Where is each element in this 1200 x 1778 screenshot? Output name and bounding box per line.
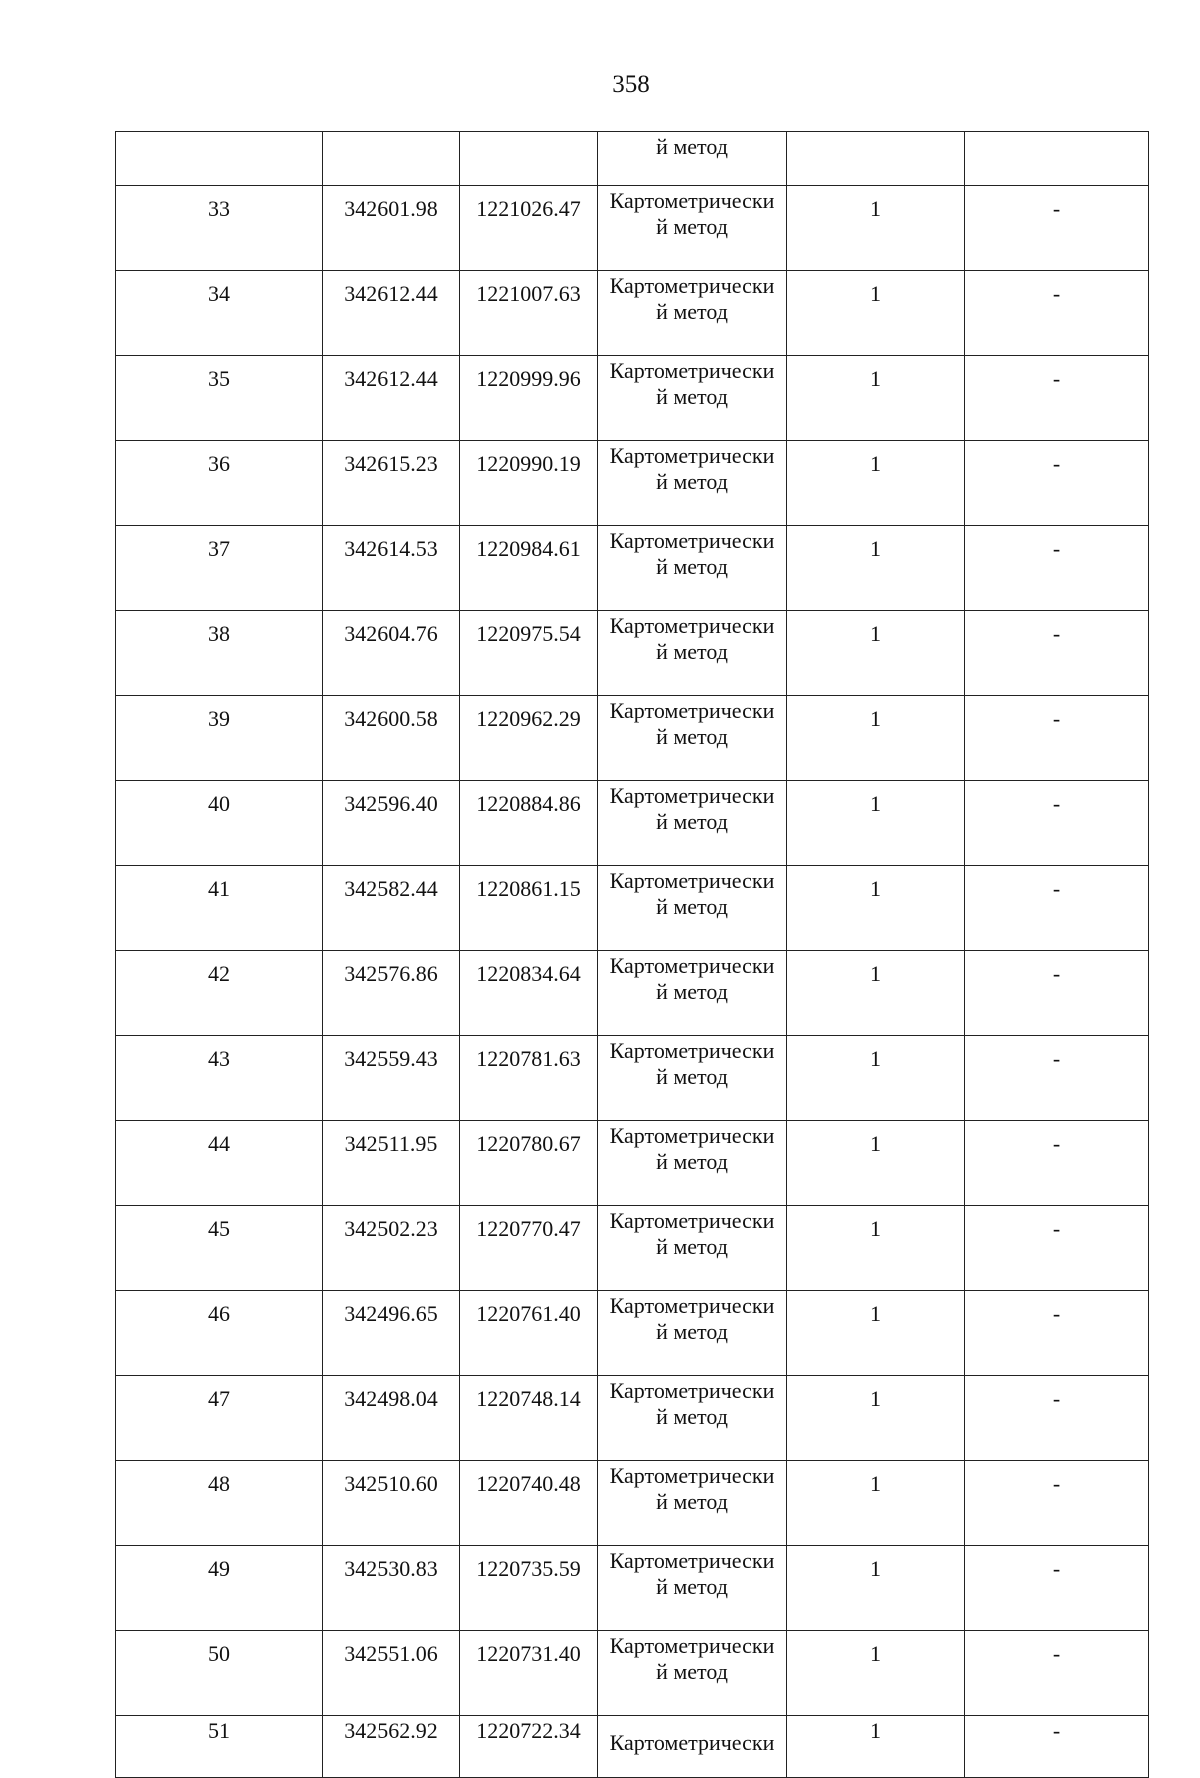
cell-num: 41 [116, 866, 323, 951]
cell-num: 44 [116, 1121, 323, 1206]
cell-num: 38 [116, 611, 323, 696]
table-row-last [116, 1716, 1149, 1778]
cell-x: 342498.04 [323, 1376, 460, 1461]
cell-accuracy: 1 [787, 696, 965, 781]
cell-accuracy: 1 [787, 1291, 965, 1376]
cell-y: 1220780.67 [460, 1121, 598, 1206]
cell-num: 43 [116, 1036, 323, 1121]
method-line-1: Картометрически [609, 783, 775, 808]
method-line-2: й метод [656, 554, 728, 579]
cell-x: 342601.98 [323, 186, 460, 271]
cell-method [598, 696, 787, 781]
cell-note: - [965, 696, 1149, 781]
cell-note: - [965, 271, 1149, 356]
cell-method [598, 356, 787, 441]
method-line-2: й метод [656, 469, 728, 494]
table-row [116, 611, 1149, 696]
cell-y: 1220861.15 [460, 866, 598, 951]
coordinates-table [115, 131, 1149, 1778]
cell-accuracy: 1 [787, 1461, 965, 1546]
cell-accuracy: 1 [787, 441, 965, 526]
cell-x: 342600.58 [323, 696, 460, 781]
cell-note: - [965, 611, 1149, 696]
method-line-1: Картометрически [609, 1730, 775, 1755]
method-line-2: й метод [656, 809, 728, 834]
table-row [116, 1376, 1149, 1461]
method-line-1: Картометрически [609, 1378, 775, 1403]
table-row [116, 271, 1149, 356]
method-line-1: Картометрически [609, 868, 775, 893]
cell-method [598, 1631, 787, 1716]
cell-x: 342604.76 [323, 611, 460, 696]
cell-accuracy: 1 [787, 781, 965, 866]
cell-num: 35 [116, 356, 323, 441]
cell-note: - [965, 186, 1149, 271]
cell-method [598, 611, 787, 696]
cell-accuracy: 1 [787, 1036, 965, 1121]
table-row [116, 1121, 1149, 1206]
cell-num: 47 [116, 1376, 323, 1461]
table-row [116, 1631, 1149, 1716]
method-line-2: й метод [656, 299, 728, 324]
cell-note [965, 132, 1149, 186]
cell-num: 42 [116, 951, 323, 1036]
cell-x: 342576.86 [323, 951, 460, 1036]
method-line-1: Картометрически [609, 1633, 775, 1658]
cell-x: 342496.65 [323, 1291, 460, 1376]
cell-method [598, 781, 787, 866]
method-line-2: й метод [656, 1574, 728, 1599]
cell-accuracy: 1 [787, 356, 965, 441]
method-line-2: й метод [656, 1404, 728, 1429]
cell-y: 1220781.63 [460, 1036, 598, 1121]
cell-y: 1220999.96 [460, 356, 598, 441]
method-line-2: й метод [656, 1319, 728, 1344]
cell-accuracy: 1 [787, 1206, 965, 1291]
cell-num: 48 [116, 1461, 323, 1546]
cell-note: - [965, 1461, 1149, 1546]
table-row [116, 951, 1149, 1036]
cell-num: 34 [116, 271, 323, 356]
method-line-1: Картометрически [609, 953, 775, 978]
cell-x [323, 132, 460, 186]
cell-x: 342562.92 [323, 1716, 460, 1778]
cell-accuracy: 1 [787, 611, 965, 696]
cell-accuracy: 1 [787, 1546, 965, 1631]
cell-method [598, 186, 787, 271]
cell-note: - [965, 1121, 1149, 1206]
cell-num: 45 [116, 1206, 323, 1291]
cell-num: 49 [116, 1546, 323, 1631]
method-line-2: й метод [656, 979, 728, 1004]
cell-note: - [965, 526, 1149, 611]
method-line-2: й метод [656, 1489, 728, 1514]
cell-num: 37 [116, 526, 323, 611]
method-line-2: й метод [656, 1149, 728, 1174]
cell-y: 1220834.64 [460, 951, 598, 1036]
method-line-1: Картометрически [609, 613, 775, 638]
cell-accuracy: 1 [787, 1716, 965, 1778]
method-line-1: Картометрически [609, 1038, 775, 1063]
cell-y: 1220984.61 [460, 526, 598, 611]
cell-accuracy: 1 [787, 1631, 965, 1716]
cell-y [460, 132, 598, 186]
cell-method [598, 271, 787, 356]
table-row [116, 1291, 1149, 1376]
method-line-2: й метод [656, 724, 728, 749]
cell-y: 1220990.19 [460, 441, 598, 526]
cell-y: 1220975.54 [460, 611, 598, 696]
cell-x: 342511.95 [323, 1121, 460, 1206]
cell-accuracy: 1 [787, 951, 965, 1036]
cell-method [598, 1716, 787, 1778]
cell-method [598, 1206, 787, 1291]
page-number: 358 [612, 71, 650, 98]
cell-note: - [965, 1376, 1149, 1461]
cell-y: 1221026.47 [460, 186, 598, 271]
cell-method [598, 1036, 787, 1121]
method-line-1: Картометрически [609, 188, 775, 213]
cell-y: 1220748.14 [460, 1376, 598, 1461]
cell-method [598, 1546, 787, 1631]
cell-note: - [965, 1036, 1149, 1121]
cell-x: 342615.23 [323, 441, 460, 526]
table-row-continuation [116, 132, 1149, 186]
cell-x: 342612.44 [323, 271, 460, 356]
cell-num: 46 [116, 1291, 323, 1376]
cell-method [598, 951, 787, 1036]
cell-accuracy [787, 132, 965, 186]
cell-num: 40 [116, 781, 323, 866]
cell-note: - [965, 1291, 1149, 1376]
method-line-2: й метод [656, 894, 728, 919]
cell-x: 342510.60 [323, 1461, 460, 1546]
table-row [116, 1036, 1149, 1121]
method-line-1: Картометрически [609, 1463, 775, 1488]
cell-accuracy: 1 [787, 1121, 965, 1206]
method-line-1: Картометрически [609, 273, 775, 298]
cell-note: - [965, 1631, 1149, 1716]
cell-note: - [965, 356, 1149, 441]
cell-accuracy: 1 [787, 271, 965, 356]
cell-method [598, 526, 787, 611]
cell-method [598, 1121, 787, 1206]
cell-x: 342612.44 [323, 356, 460, 441]
coordinates-table-body [116, 132, 1149, 1778]
cell-note: - [965, 781, 1149, 866]
cell-method [598, 1291, 787, 1376]
cell-note: - [965, 1546, 1149, 1631]
cell-accuracy: 1 [787, 1376, 965, 1461]
cell-method [598, 1461, 787, 1546]
cell-note: - [965, 441, 1149, 526]
method-line-1: Картометрически [609, 528, 775, 553]
cell-note: - [965, 1206, 1149, 1291]
table-row [116, 1206, 1149, 1291]
cell-y: 1221007.63 [460, 271, 598, 356]
cell-y: 1220722.34 [460, 1716, 598, 1778]
cell-note: - [965, 1716, 1149, 1778]
method-line-2: й метод [656, 639, 728, 664]
cell-num: 50 [116, 1631, 323, 1716]
table-row [116, 186, 1149, 271]
cell-num: 51 [116, 1716, 323, 1778]
cell-num: 39 [116, 696, 323, 781]
cell-y: 1220761.40 [460, 1291, 598, 1376]
cell-accuracy: 1 [787, 186, 965, 271]
table-row [116, 526, 1149, 611]
table-row [116, 781, 1149, 866]
cell-x: 342582.44 [323, 866, 460, 951]
method-line-1: Картометрически [609, 1548, 775, 1573]
cell-num [116, 132, 323, 186]
method-line-1: Картометрически [609, 358, 775, 383]
cell-method [598, 441, 787, 526]
table-row [116, 356, 1149, 441]
method-line-2: й метод [656, 1064, 728, 1089]
cell-x: 342502.23 [323, 1206, 460, 1291]
table-row [116, 866, 1149, 951]
method-line-1: Картометрически [609, 1293, 775, 1318]
method-line-1: Картометрически [609, 1123, 775, 1148]
cell-y: 1220962.29 [460, 696, 598, 781]
method-line-2: й метод [656, 1659, 728, 1684]
cell-accuracy: 1 [787, 526, 965, 611]
cell-method [598, 132, 787, 186]
cell-num: 36 [116, 441, 323, 526]
cell-y: 1220735.59 [460, 1546, 598, 1631]
cell-x: 342614.53 [323, 526, 460, 611]
cell-y: 1220740.48 [460, 1461, 598, 1546]
cell-x: 342530.83 [323, 1546, 460, 1631]
cell-y: 1220731.40 [460, 1631, 598, 1716]
method-line-2: й метод [656, 1234, 728, 1259]
cell-y: 1220884.86 [460, 781, 598, 866]
cell-num: 33 [116, 186, 323, 271]
cell-y: 1220770.47 [460, 1206, 598, 1291]
table-row [116, 696, 1149, 781]
cell-x: 342559.43 [323, 1036, 460, 1121]
table-row [116, 1461, 1149, 1546]
cell-method [598, 866, 787, 951]
method-line-1: Картометрически [609, 698, 775, 723]
table-row [116, 441, 1149, 526]
method-line-2: й метод [656, 384, 728, 409]
table-row [116, 1546, 1149, 1631]
cell-x: 342596.40 [323, 781, 460, 866]
method-line-1: Картометрически [609, 443, 775, 468]
method-line-2: й метод [656, 214, 728, 239]
cell-note: - [965, 951, 1149, 1036]
cell-x: 342551.06 [323, 1631, 460, 1716]
cell-note: - [965, 866, 1149, 951]
cell-accuracy: 1 [787, 866, 965, 951]
cell-method [598, 1376, 787, 1461]
method-tail: й метод [656, 134, 728, 159]
method-line-1: Картометрически [609, 1208, 775, 1233]
